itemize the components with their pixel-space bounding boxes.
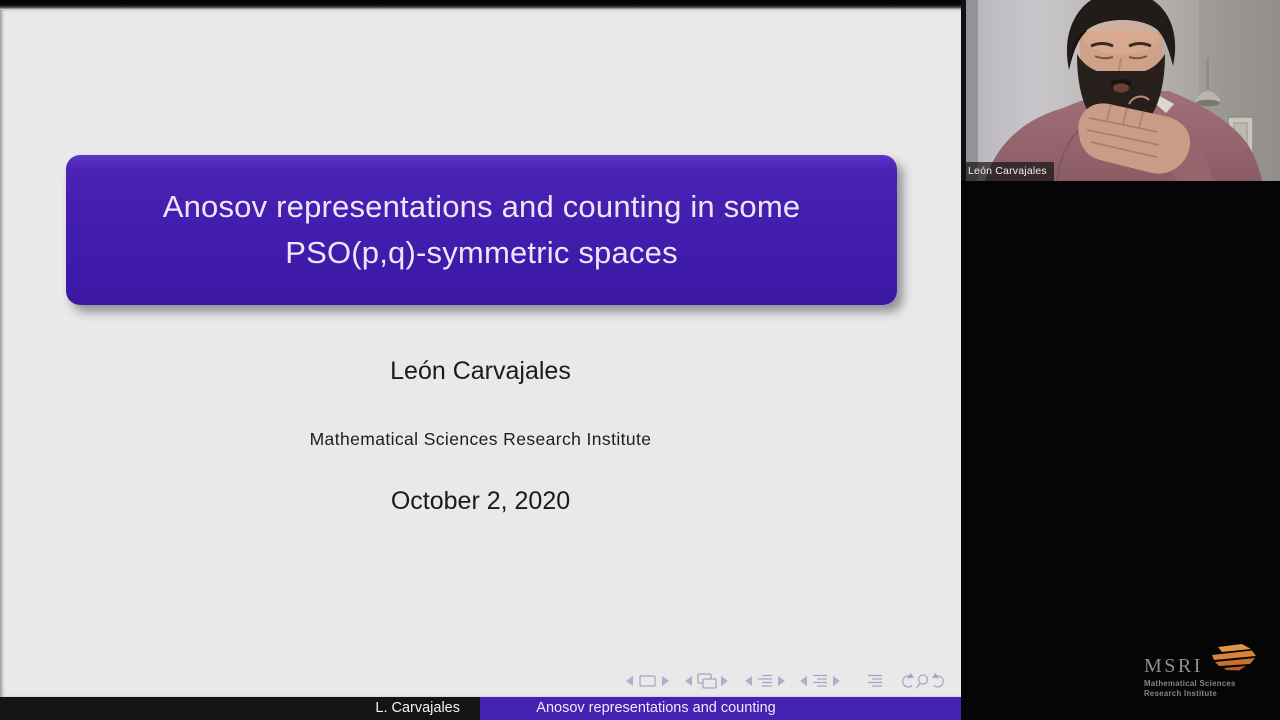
overlay-frames-icon[interactable] bbox=[698, 674, 716, 688]
section-list-icon[interactable] bbox=[813, 676, 827, 687]
slide-canvas bbox=[0, 10, 961, 697]
subsection-list-icon[interactable] bbox=[758, 676, 772, 687]
slide-author: León Carvajales bbox=[390, 357, 571, 385]
prev-section-icon[interactable] bbox=[800, 676, 807, 686]
footer-short-title: Anosov representations and counting bbox=[480, 697, 832, 720]
webcam-left-edge bbox=[961, 0, 966, 181]
right-column bbox=[961, 0, 1280, 720]
next-frame-icon[interactable] bbox=[721, 676, 728, 686]
appendix-list-icon[interactable] bbox=[868, 676, 882, 687]
slide-institute: Mathematical Sciences Research Institute bbox=[309, 429, 652, 449]
msri-subtitle-line1: Mathematical Sciences bbox=[1144, 679, 1236, 688]
prev-frame-icon[interactable] bbox=[685, 676, 692, 686]
slide-top-border bbox=[0, 0, 961, 10]
search-icon[interactable] bbox=[917, 675, 928, 688]
forward-icon[interactable] bbox=[932, 673, 943, 687]
webcam-video[interactable] bbox=[961, 0, 1280, 181]
next-subsection-icon[interactable] bbox=[778, 676, 785, 686]
slide-date: October 2, 2020 bbox=[390, 487, 571, 515]
slide-title-box bbox=[66, 155, 897, 305]
slide-title: Anosov representations and counting in some PSO(p,q)-symmetric spaces bbox=[162, 189, 801, 270]
beamer-navigation-bar bbox=[625, 671, 955, 691]
prev-subsection-icon[interactable] bbox=[745, 676, 752, 686]
slide-footer bbox=[0, 697, 961, 720]
webcam-name-label: León Carvajales bbox=[963, 162, 1054, 181]
next-slide-icon[interactable] bbox=[662, 676, 669, 686]
msri-subtitle-line2: Research Institute bbox=[1144, 688, 1217, 698]
next-section-icon[interactable] bbox=[833, 676, 840, 686]
footer-author: L. Carvajales bbox=[0, 697, 480, 720]
slide-frame-icon[interactable] bbox=[640, 676, 655, 686]
msri-acronym: MSRI bbox=[1144, 655, 1203, 677]
msri-emblem-icon bbox=[1209, 643, 1259, 676]
footer-spacer bbox=[832, 697, 961, 720]
msri-logo bbox=[1144, 643, 1264, 698]
prev-slide-icon[interactable] bbox=[626, 676, 633, 686]
back-icon[interactable] bbox=[903, 673, 914, 687]
